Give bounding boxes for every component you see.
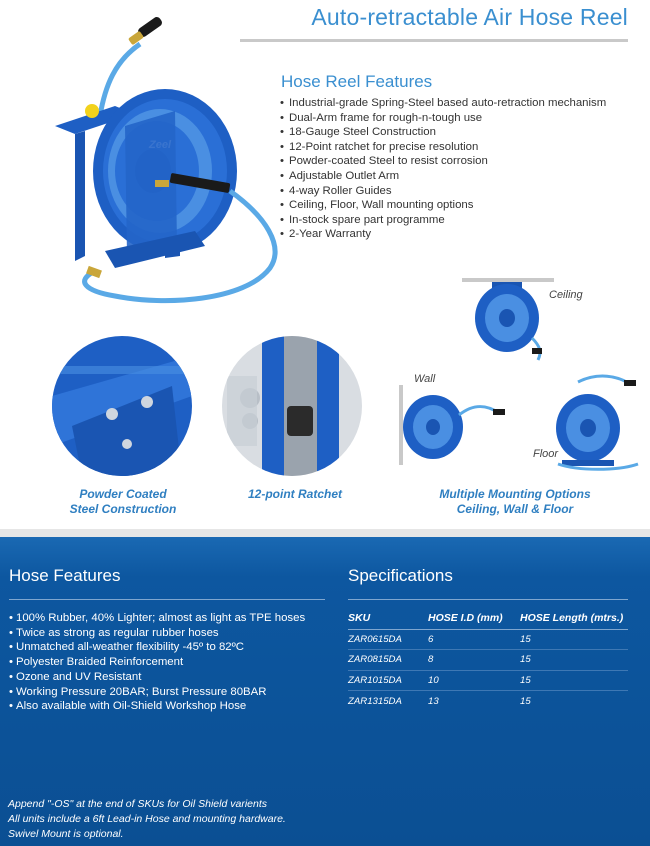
list-item: • Polyester Braided Reinforcement: [9, 655, 305, 670]
footnote: [8, 797, 286, 842]
column-header: SKU: [348, 609, 428, 629]
list-item: • Also available with Oil-Shield Workshop Hose: [9, 699, 305, 714]
list-item: • Working Pressure 20BAR; Burst Pressure 80BAR: [9, 685, 305, 700]
powder-coated-caption: [50, 487, 196, 517]
footnote-line: Swivel Mount is optional.: [8, 828, 124, 840]
list-item: • Ceiling, Floor, Wall mounting options: [280, 198, 606, 213]
table-header-row: [348, 609, 628, 629]
mounting-options-caption: [418, 487, 612, 517]
reel-features-list: [280, 96, 606, 242]
column-header: HOSE Length (mtrs.): [520, 609, 628, 629]
powder-coated-closeup-image: [52, 336, 192, 476]
caption-line: Steel Construction: [69, 502, 177, 516]
table-row: [348, 691, 628, 712]
table-row: [348, 629, 628, 650]
wall-label: Wall: [414, 373, 436, 385]
footnote-line: Append "-OS" at the end of SKUs for Oil Shield varients: [8, 798, 268, 810]
list-item: • Dual-Arm frame for rough-n-tough use: [280, 111, 606, 126]
table-cell: 15: [520, 670, 628, 691]
table-cell: 15: [520, 650, 628, 671]
ceiling-mount-image: [462, 276, 554, 366]
page-title: Auto-retractable Air Hose Reel: [311, 4, 628, 30]
table-cell: 15: [520, 695, 531, 707]
ratchet-closeup-image: [222, 336, 362, 476]
hose-reel-image: [45, 6, 290, 326]
list-item: • Powder-coated Steel to resist corrosion: [280, 154, 606, 169]
floor-mount-image: [548, 372, 640, 472]
ratchet-caption: 12-point Ratchet: [247, 487, 342, 501]
table-cell: 6: [428, 629, 520, 650]
list-item: • Industrial-grade Spring-Steel based auto-retraction mechanism: [280, 96, 606, 111]
list-item: • Twice as strong as regular rubber hoses: [9, 626, 305, 641]
list-item: • 12-Point ratchet for precise resolution: [280, 140, 606, 155]
floor-label: Floor: [533, 448, 559, 460]
hose-features-list: [9, 611, 305, 714]
list-item: • Unmatched all-weather flexibility -45º to 82ºC: [9, 640, 305, 655]
list-item: • 18-Gauge Steel Construction: [280, 125, 606, 140]
list-item: • 4-way Roller Guides: [280, 184, 606, 199]
table-cell: ZAR1015DA: [348, 670, 428, 691]
list-item: • In-stock spare part programme: [280, 213, 606, 228]
hose-features-divider: [9, 599, 325, 600]
caption-line: Multiple Mounting Options: [439, 487, 591, 501]
table-cell: ZAR0615DA: [348, 629, 428, 650]
table-row: [348, 670, 628, 691]
list-item: • 2-Year Warranty: [280, 227, 606, 242]
list-item: • Adjustable Outlet Arm: [280, 169, 606, 184]
reel-features-heading: Hose Reel Features: [281, 72, 433, 91]
caption-line: Powder Coated: [79, 487, 167, 501]
specifications-table: [348, 609, 628, 711]
table-cell: 10: [428, 670, 520, 691]
column-header: HOSE I.D (mm): [428, 609, 520, 629]
ceiling-label: Ceiling: [549, 289, 583, 301]
table-cell: ZAR1315DA: [348, 695, 402, 707]
footnote-line: All units include a 6ft Lead-in Hose and mounting hardware.: [8, 813, 286, 825]
list-item: • 100% Rubber, 40% Lighter; almost as light as TPE hoses: [9, 611, 305, 626]
title-divider: [240, 39, 628, 42]
wall-mount-image: [399, 385, 509, 465]
table-row: [348, 650, 628, 671]
table-cell: 15: [520, 629, 628, 650]
specifications-divider: [348, 599, 628, 600]
hose-features-heading: Hose Features: [9, 566, 121, 585]
table-cell: ZAR0815DA: [348, 650, 428, 671]
table-cell: 8: [428, 650, 520, 671]
specifications-heading: Specifications: [348, 566, 453, 585]
table-cell: 13: [428, 695, 439, 707]
caption-line: Ceiling, Wall & Floor: [456, 502, 574, 516]
list-item: • Ozone and UV Resistant: [9, 670, 305, 685]
